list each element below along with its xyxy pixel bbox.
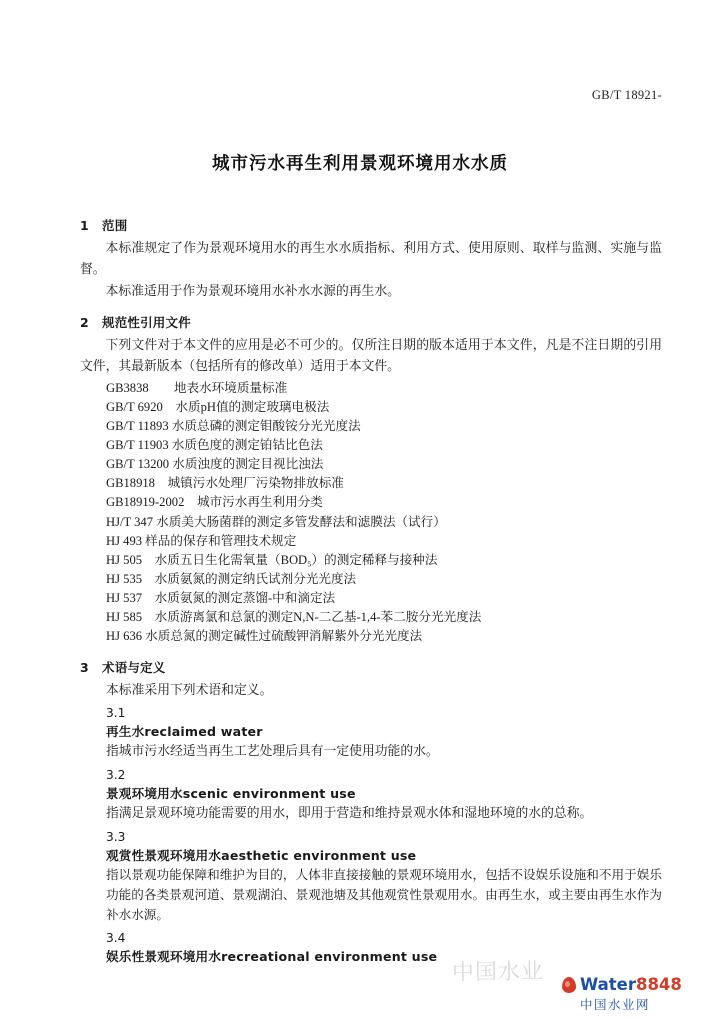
term-number-3-3: 3.3 <box>106 829 126 844</box>
list-item: GB/T 13200 水质浊度的测定目视比浊法 <box>106 457 324 472</box>
list-item: HJ 585 水质游离氯和总氯的测定N,N-二乙基-1,4-苯二胺分光光度法 <box>106 610 482 625</box>
logo-brand-word: Water <box>580 975 636 994</box>
section-heading-scope <box>80 216 662 234</box>
term-number-3-1: 3.1 <box>106 706 126 721</box>
section-number-3: 3 <box>80 659 89 675</box>
list-item: GB/T 11903 水质色度的测定铂钴比色法 <box>106 438 323 453</box>
term-number-3-4: 3.4 <box>106 931 126 946</box>
water-drop-icon <box>562 977 577 993</box>
scope-paragraph-2: 本标准适用于作为景观环境用水补水水源的再生水。 <box>105 284 400 299</box>
logo-brand-text <box>580 975 682 994</box>
list-item: HJ/T 347 水质美大肠菌群的测定多管发酵法和滤膜法（试行） <box>106 514 446 529</box>
term-title-3-2: 景观环境用水scenic environment use <box>106 786 356 801</box>
reference-list <box>80 379 662 647</box>
term-definition-3-2: 指满足景观环境功能需要的用水，即用于营造和维持景观水体和湿地环境的水的总称。 <box>106 806 593 820</box>
list-item: GB/T 6920 水质pH值的测定玻璃电极法 <box>106 399 330 414</box>
section-title-2: 规范性引用文件 <box>102 315 191 331</box>
terms-intro: 本标准采用下列术语和定义。 <box>106 682 273 697</box>
section-number-1: 1 <box>80 218 89 233</box>
list-item: HJ 537 水质氨氮的测定蒸馏-中和滴定法 <box>106 591 336 606</box>
list-item: GB18919-2002 城市污水再生利用分类 <box>106 495 323 510</box>
list-item: GB3838 地表水环境质量标准 <box>106 380 288 395</box>
section-heading-references <box>80 313 662 331</box>
page-title: 城市污水再生利用景观环境用水水质 <box>212 154 508 174</box>
section-title-3: 术语与定义 <box>102 659 166 675</box>
term-definition-3-3: 指以景观功能保障和维护为目的，人体非直接接触的景观环境用水，包括不设娱乐设施和不用于娱乐功能的各类景观河道、景观湖泊、景观池塘及其他观赏性景观用水。由再生水，或主要由再生水作为补水水源。 <box>106 867 662 922</box>
list-item: HJ 535 水质氨氮的测定纳氏试剂分光光度法 <box>106 572 357 586</box>
ghost-watermark-text: 中国水业 <box>451 959 545 986</box>
term-title-3-1: 再生水reclaimed water <box>106 724 263 740</box>
references-intro: 下列文件对于本文件的应用是必不可少的。仅所注日期的版本适用于本文件，凡是不注日期的引用文件，其最新版本（包括所有的修改单）适用于本文件。 <box>80 338 662 373</box>
term-title-3-3: 观赏性景观环境用水aesthetic environment use <box>106 847 417 863</box>
site-watermark-logo <box>562 975 702 1011</box>
list-item: HJ 493 样品的保存和管理技术规定 <box>106 533 297 548</box>
term-title-3-4: 娱乐性景观环境用水recreational environment use <box>106 949 438 965</box>
scope-paragraph-1: 本标准规定了作为景观环境用水的再生水水质指标、利用方式、使用原则、取样与监测、实施与监督。 <box>80 241 662 276</box>
section-title-1: 范围 <box>102 218 128 233</box>
logo-brand-number: 8848 <box>635 975 682 994</box>
document-body <box>80 205 662 966</box>
term-number-3-2: 3.2 <box>106 768 126 782</box>
term-definition-3-1: 指城市污水经适当再生工艺处理后具有一定使用功能的水。 <box>106 744 439 759</box>
list-item: GB/T 11893 水质总磷的测定钼酸铵分光光度法 <box>106 418 361 433</box>
list-item: GB18918 城镇污水处理厂污染物排放标准 <box>106 476 344 491</box>
logo-subtitle: 中国水业网 <box>580 997 651 1012</box>
list-item: HJ 636 水质总氮的测定碱性过硫酸钾消解紫外分光光度法 <box>106 629 423 644</box>
section-heading-terms <box>80 658 662 676</box>
list-item: HJ 505 水质五日生化需氧量（BOD₅）的测定稀释与接种法 <box>106 552 438 567</box>
section-number-2: 2 <box>80 315 89 331</box>
standard-code-header: GB/T 18921- <box>591 88 662 102</box>
